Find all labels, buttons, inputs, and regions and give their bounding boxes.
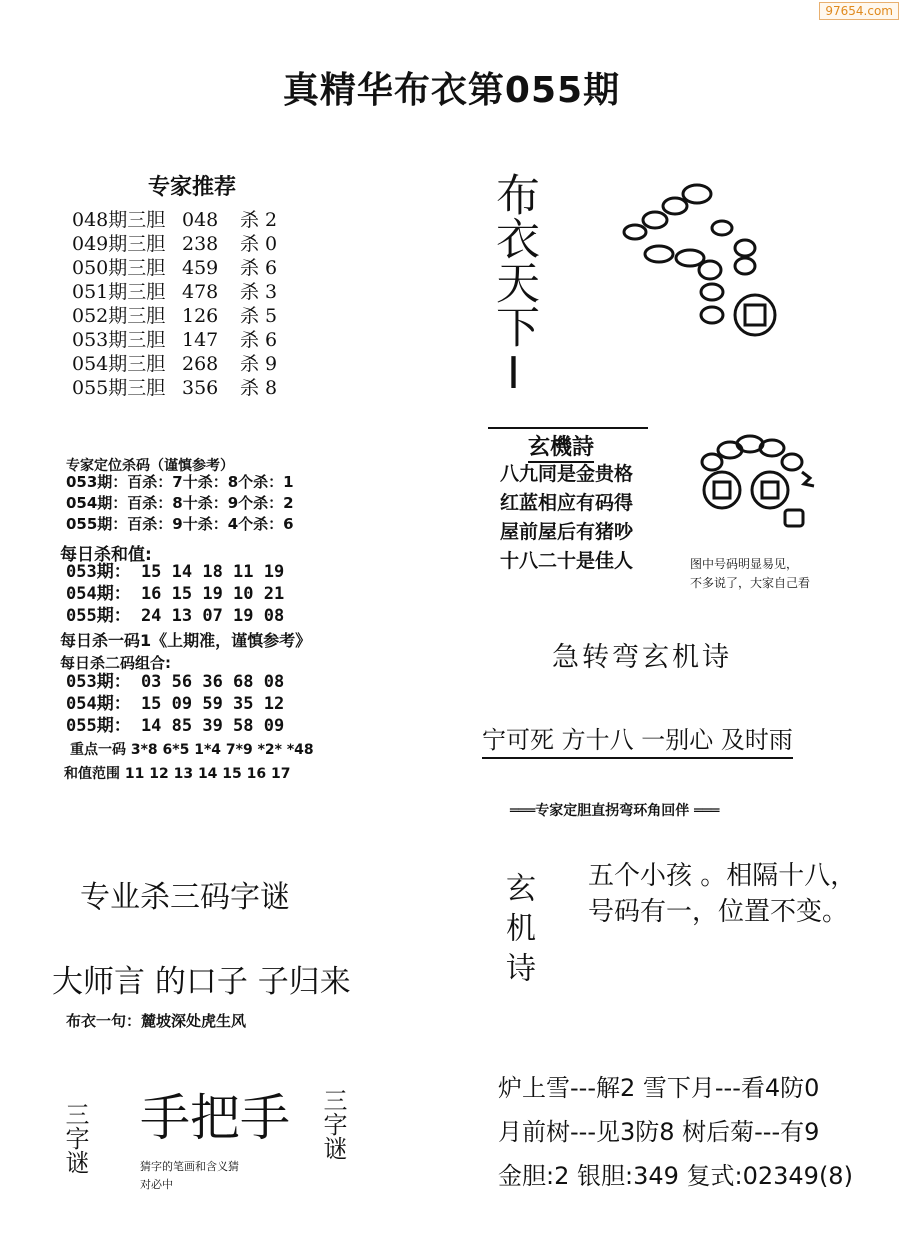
expert-period: 052期三胆 [72,305,166,327]
xuanji-note-1: 图中号码明显易见， [690,557,799,571]
expert-row [72,328,277,352]
expert-nums: 478 [182,281,219,303]
riddle-vertical-right: 三字谜 [319,1088,347,1160]
xuanji-heading: 玄機詩 [528,430,594,463]
coin-chain-illustration-2 [692,432,832,542]
expert-nums: 238 [182,233,219,255]
xuanji-note [690,555,810,593]
position-row-1: 054期：百杀：8十杀：9个杀：2 [66,494,294,512]
expert-row [72,352,277,376]
expert-period: 048期三胆 [72,209,166,231]
xuanji-line-2: 屋前屋后有猪吵 [500,521,634,543]
riddle-vertical-left: 三字谜 [61,1102,89,1174]
bottom-line-2: 月前树---见3防8 树后菊---有9 [498,1118,820,1146]
expert-row [72,256,277,280]
riddle-heading: 专业杀三码字谜 [80,880,290,915]
sum-range: 和值范围 11 12 13 14 15 16 17 [64,766,291,782]
xjs-line-2: 号码有一，位置不变。 [588,897,849,927]
position-row-0: 053期：百杀：7十杀：8个杀：1 [66,473,294,491]
daily-two-list [66,671,284,737]
daily-sum-row-1: 054期： 16 15 19 10 21 [66,584,285,604]
xuanji-line-1: 红蓝相应有码得 [500,492,634,514]
daily-sum-list [66,561,284,627]
jizhuan-heading: 急转弯玄机诗 [552,642,732,673]
expert-nums: 126 [182,305,219,327]
expert-kill: 杀 9 [240,353,278,375]
daily-one-code: 每日杀一码1《上期准，谨慎参考》 [60,631,312,650]
expert-nums: 147 [182,329,219,351]
expert-kill: 杀 5 [240,305,278,327]
daily-sum-row-2: 055期： 24 13 07 19 08 [66,606,285,626]
xuanji-line-3: 十八二十是佳人 [500,550,634,572]
xjs-line-1: 五个小孩 。相隔十八， [588,861,857,891]
bottom-line-1: 炉上雪---解2 雪下月---看4防0 [498,1074,820,1102]
expert-row [72,208,277,232]
hand-riddle-note [140,1158,239,1194]
position-row-2: 055期：百杀：9十杀：4个杀：6 [66,515,294,533]
hand-riddle: 手把手 [140,1089,290,1147]
expert-period: 055期三胆 [72,377,166,399]
position-kill-list [66,472,294,535]
expert-row [72,232,277,256]
daily-sum-heading: 每日杀和值: [60,545,152,565]
hand-note-1: 猜字的笔画和含义猜 [140,1160,239,1173]
expert-kill: 杀 6 [240,257,278,279]
daily-sum-row-0: 053期： 15 14 18 11 19 [66,562,285,582]
daily-two-row-1: 054期： 15 09 59 35 12 [66,694,285,714]
expert-nums: 048 [182,209,219,231]
xuanji-poem [500,460,633,576]
expert-period: 050期三胆 [72,257,166,279]
expert-kill: 杀 2 [240,209,278,231]
expert-period: 053期三胆 [72,329,166,351]
jizhuan-sub: ═══专家定胆直拐弯环角回伴 ═══ [510,803,720,819]
expert-kill: 杀 8 [240,377,278,399]
expert-row [72,376,277,400]
expert-row [72,304,277,328]
jizhuan-line: 宁可死 方十八 一别心 及时雨 [482,720,793,759]
position-kill-heading: 专家定位杀码（谨慎参考） [66,458,234,474]
expert-nums: 459 [182,257,219,279]
expert-row [72,280,277,304]
bottom-hints [498,1066,853,1198]
daily-two-row-0: 053期： 03 56 36 68 08 [66,672,285,692]
site-watermark: 97654.com [819,2,899,20]
expert-nums: 356 [182,377,219,399]
buyi-sentence: 布衣一句：麓坡深处虎生风 [66,1012,247,1030]
expert-period: 049期三胆 [72,233,166,255]
expert-nums: 268 [182,353,219,375]
hand-note-2: 对必中 [140,1178,173,1191]
bottom-line-3: 金胆:2 银胆:349 复式:02349(8) [498,1162,853,1190]
coin-chain-illustration [615,180,795,340]
xuanji-line-0: 八九同是金贵格 [500,463,634,485]
key-code: 重点一码 3*8 6*5 1*4 7*9 *2* *48 [70,742,314,758]
xuanji-vertical: 玄机诗 [500,872,535,992]
expert-list [72,208,277,400]
expert-heading: 专家推荐 [148,175,237,200]
xuanji-poem-2 [588,858,856,930]
page-title: 真精华布衣第055期 [282,70,621,111]
expert-kill: 杀 3 [240,281,278,303]
expert-period: 054期三胆 [72,353,166,375]
expert-kill: 杀 6 [240,329,278,351]
expert-period: 051期三胆 [72,281,166,303]
xuanji-note-2: 不多说了，大家自己看 [690,576,811,590]
expert-kill: 杀 0 [240,233,278,255]
buyi-tianxia-vertical: 布衣天下I [488,172,539,399]
daily-two-row-2: 055期： 14 85 39 58 09 [66,716,285,736]
riddle-line: 大师言 的口子 子归来 [52,964,351,1000]
daily-two-heading: 每日杀二码组合: [60,654,171,672]
